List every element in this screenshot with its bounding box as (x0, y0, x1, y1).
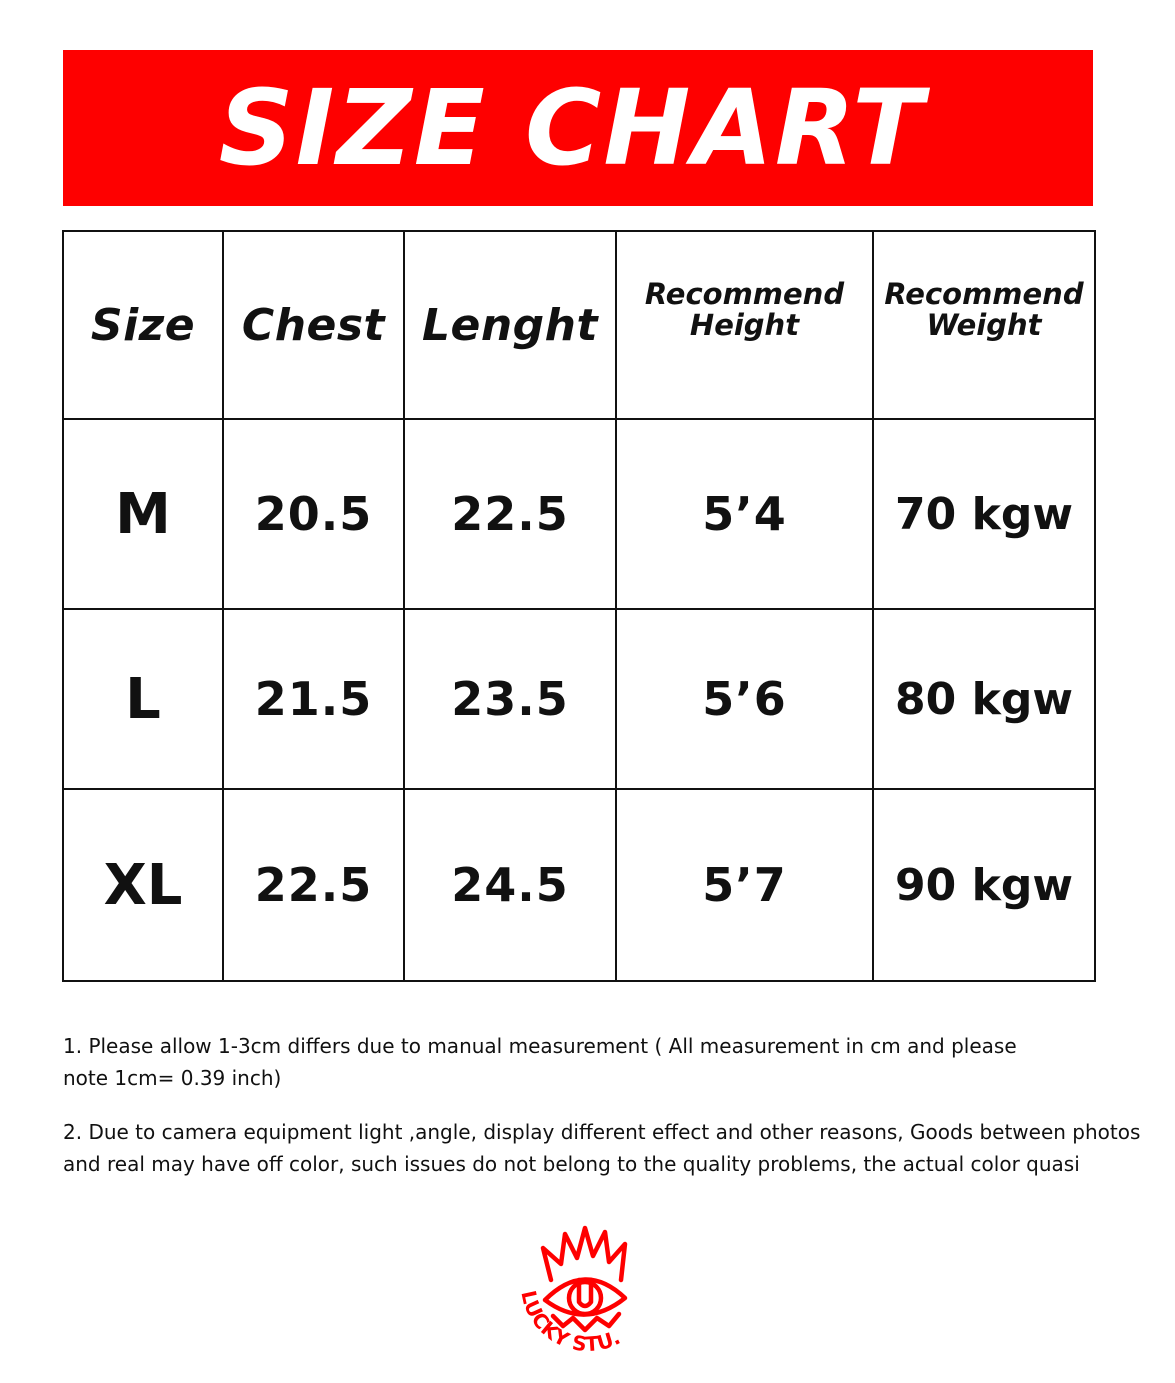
header-recommend-height: Recommend Height (616, 231, 873, 419)
cell-chest: 21.5 (223, 609, 404, 789)
cell-length: 22.5 (404, 419, 616, 609)
header-chest: Chest (223, 231, 404, 419)
header-recommend-weight: Recommend Weight (873, 231, 1095, 419)
cell-height: 5’7 (616, 789, 873, 981)
page-title: SIZE CHART (218, 67, 926, 189)
cell-size: L (63, 609, 223, 789)
size-chart-banner (63, 50, 1093, 206)
cell-size: M (63, 419, 223, 609)
header-size: Size (63, 231, 223, 419)
notes-section (63, 1030, 1143, 1202)
note-measurement: 1. Please allow 1-3cm differs due to manual measurement ( All measurement in cm and please note 1cm= 0.39 inch) (63, 1034, 1017, 1090)
header-length: Lenght (404, 231, 616, 419)
note-color: 2. Due to camera equipment light ,angle, display different effect and other reasons, Goods between photos and real may have off color, such issues do not belong to the quality problems, the actual color quasi (63, 1120, 1141, 1176)
table-row (63, 789, 1095, 981)
cell-weight: 80 kgw (873, 609, 1095, 789)
cell-height: 5’6 (616, 609, 873, 789)
cell-chest: 20.5 (223, 419, 404, 609)
table-row (63, 419, 1095, 609)
cell-height: 5’4 (616, 419, 873, 609)
svg-text:LUCKY STU.: LUCKY STU. (516, 1288, 624, 1357)
size-table (62, 230, 1096, 982)
cell-length: 24.5 (404, 789, 616, 981)
cell-size: XL (63, 789, 223, 981)
table-row (63, 609, 1095, 789)
table-header-row (63, 231, 1095, 419)
cell-chest: 22.5 (223, 789, 404, 981)
cell-weight: 90 kgw (873, 789, 1095, 981)
flaming-eye-logo-icon (513, 1218, 663, 1368)
cell-weight: 70 kgw (873, 419, 1095, 609)
cell-length: 23.5 (404, 609, 616, 789)
